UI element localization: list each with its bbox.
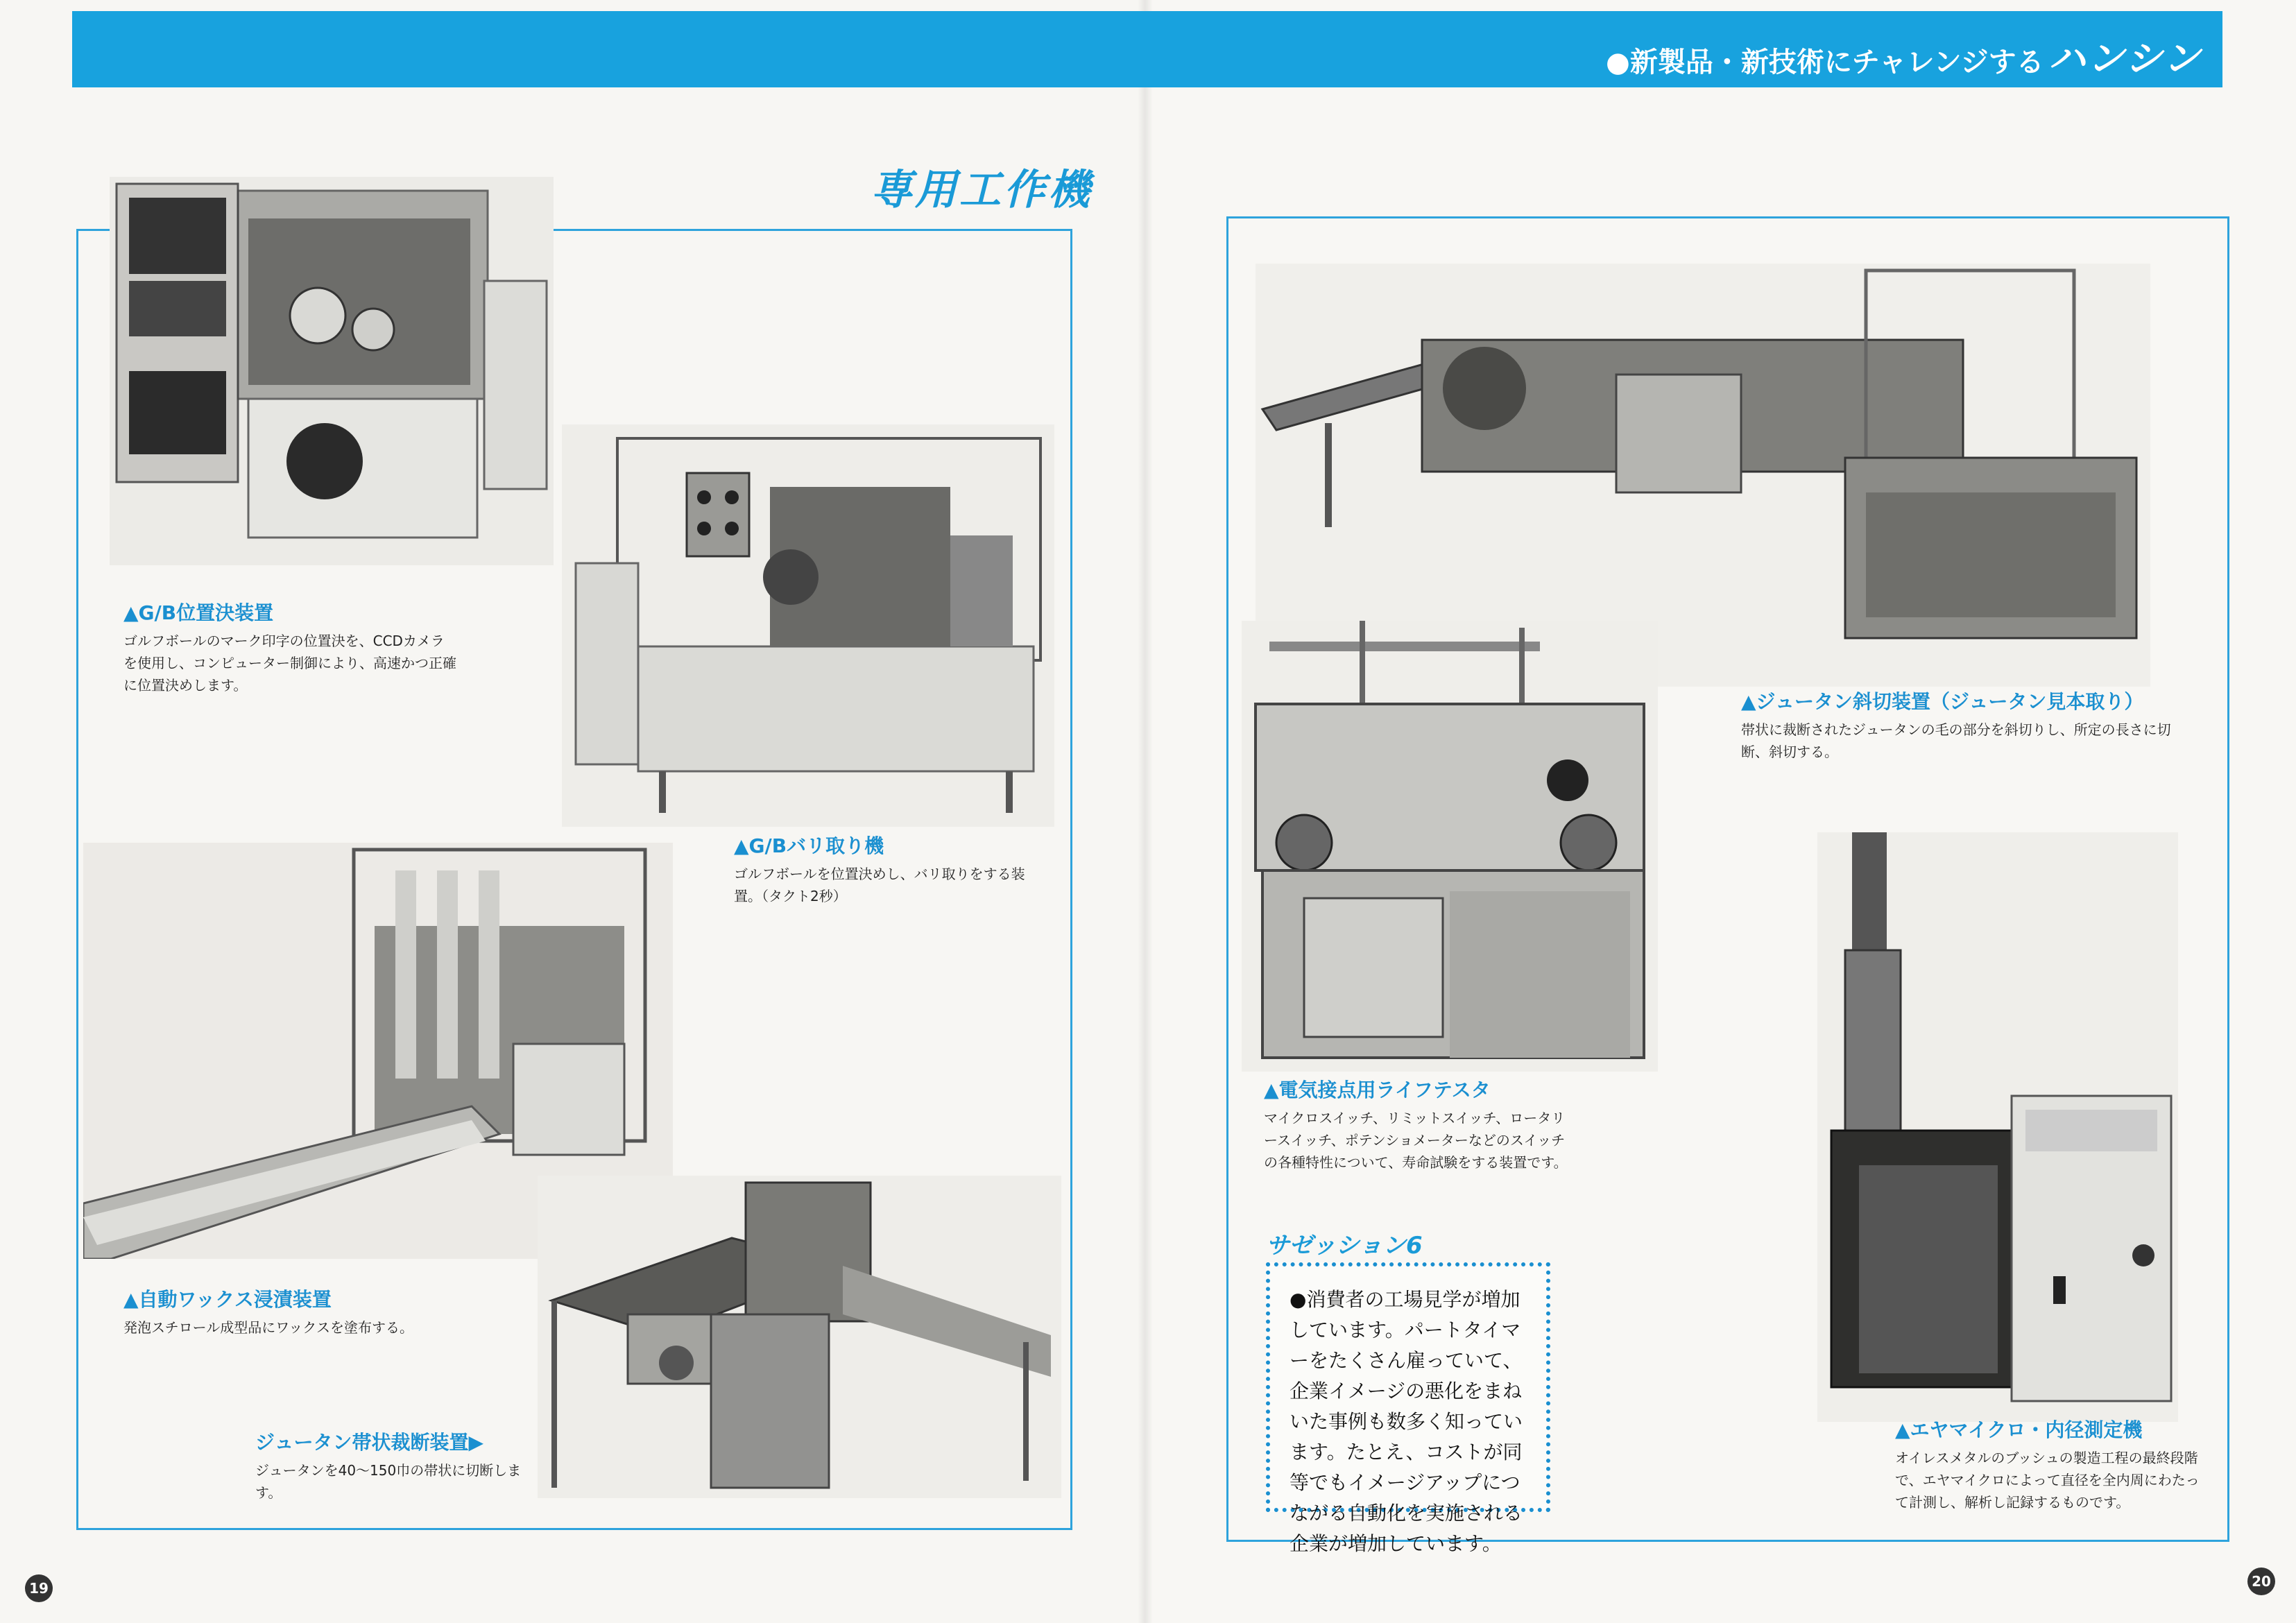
caption-carpet-strip-cutter	[255, 1427, 547, 1504]
photo-gb-deburring	[562, 424, 1054, 827]
photo-gb-positioning	[110, 177, 554, 565]
session-text-wrap	[1290, 1285, 1527, 1559]
caption-description: ゴルフボールを位置決めし、バリ取りをする装置。（タクト2秒）	[734, 866, 1025, 904]
caption-description: マイクロスイッチ、リミットスイッチ、ロータリースイッチ、ポテンショメーターなどのスイッチの各種特性について、寿命試験をする装置です。	[1264, 1110, 1568, 1171]
brand-logo: ハンシン	[2048, 37, 2202, 80]
machine-illustration	[1817, 832, 2178, 1422]
machine-illustration	[562, 424, 1054, 827]
caption-title: ▲ジュータン斜切装置（ジュータン見本取り）	[1741, 690, 2144, 713]
bullet-icon: ●	[1290, 1288, 1307, 1311]
caption-title: ▲G/Bバリ取り機	[734, 834, 884, 857]
photo-carpet-strip-cutter	[538, 1176, 1061, 1498]
caption-air-micro	[1895, 1415, 2207, 1513]
photo-air-micro	[1817, 832, 2178, 1422]
session-box	[1266, 1262, 1550, 1555]
photo-life-tester	[1242, 621, 1658, 1072]
page-number-left: 19	[25, 1574, 53, 1602]
machine-illustration	[538, 1176, 1061, 1498]
caption-wax-dipping	[123, 1285, 512, 1339]
caption-title: ジュータン帯状裁断装置▶	[255, 1431, 483, 1454]
caption-gb-deburring	[734, 831, 1039, 907]
caption-life-tester	[1264, 1075, 1569, 1174]
section-title: 専用工作機	[871, 166, 1093, 214]
caption-gb-positioning	[123, 598, 456, 696]
machine-illustration	[1242, 621, 1658, 1072]
machine-illustration	[110, 177, 554, 565]
caption-title: ▲自動ワックス浸漬装置	[123, 1288, 332, 1311]
caption-description: 帯状に裁断されたジュータンの毛の部分を斜切りし、所定の長さに切断、斜切する。	[1741, 721, 2171, 760]
caption-description: オイレスメタルのブッシュの製造工程の最終段階で、エヤマイクロによって直径を全内周にわたって計測し、解析し記録するものです。	[1895, 1450, 2200, 1511]
page-spine	[1138, 0, 1153, 1623]
caption-title: ▲G/B位置決装置	[123, 601, 274, 624]
caption-title: ▲電気接点用ライフテスタ	[1264, 1079, 1491, 1101]
caption-description: 発泡スチロール成型品にワックスを塗布する。	[123, 1319, 413, 1336]
page-number-right: 20	[2247, 1568, 2275, 1595]
caption-title: ▲エヤマイクロ・内径測定機	[1895, 1418, 2143, 1441]
caption-description: ゴルフボールのマーク印字の位置決を、CCDカメラを使用し、コンピューター制御により、高速かつ正確に位置決めします。	[123, 633, 456, 694]
caption-carpet-diagonal-cutter	[1741, 687, 2185, 763]
caption-description: ジュータンを40〜150巾の帯状に切断します。	[255, 1462, 522, 1501]
header-banner	[72, 11, 2222, 87]
header-tagline: ●新製品・新技術にチャレンジする ハンシン	[1605, 37, 2202, 80]
session-text: 消費者の工場見学が増加しています。パートタイマーをたくさん雇っていて、企業イメージの悪化をまねいた事例も数多く知っています。たとえ、コストが同等でもイメージアップにつながる自動化を実施される企業が増加しています。	[1290, 1288, 1523, 1555]
session-label: サゼッション6	[1266, 1232, 1423, 1260]
